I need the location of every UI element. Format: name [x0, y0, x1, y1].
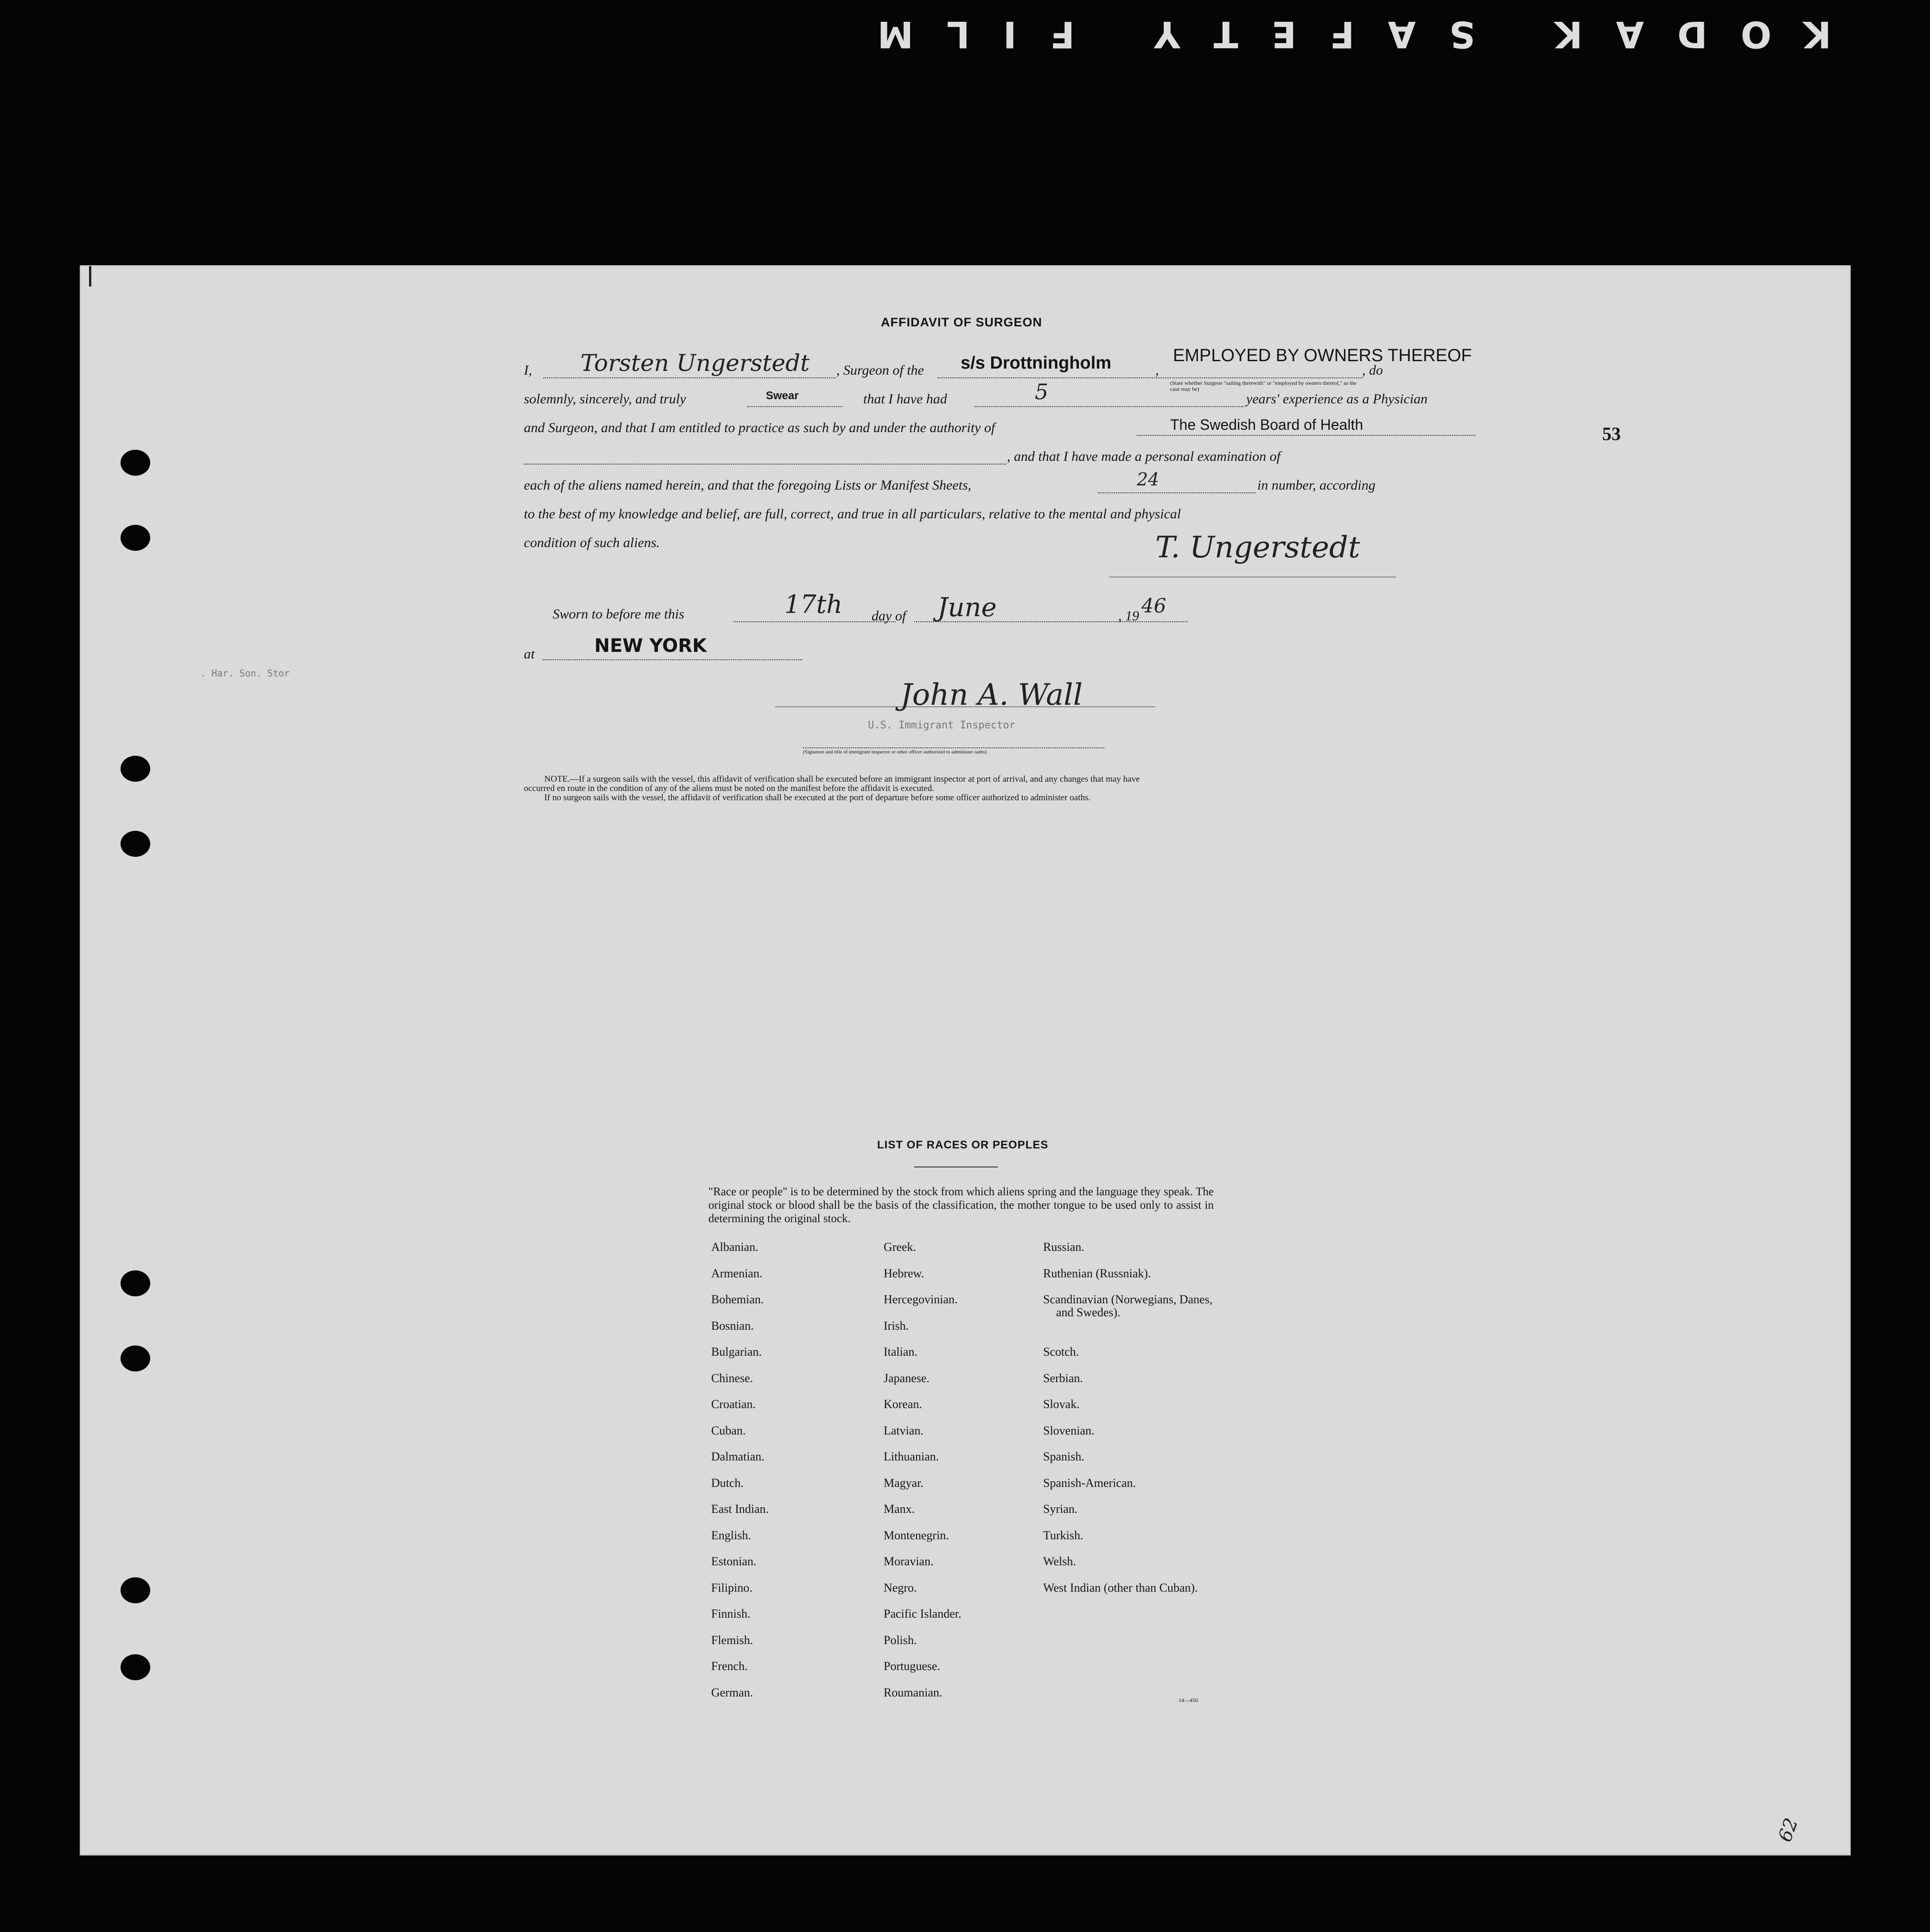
punch-hole	[121, 1654, 150, 1680]
race-item: Armenian.	[711, 1266, 763, 1280]
authority-stamp: The Swedish Board of Health	[1170, 416, 1363, 433]
races-intro: "Race or people" is to be determined by the stock from which aliens spring and the language they speak. The original stock or blood shall be the basis of the classification, the mother tongue to be used only to assist in determining the original stock.	[708, 1186, 1214, 1225]
swear-stamp: Swear	[766, 389, 799, 402]
race-item: Italian.	[884, 1345, 917, 1358]
race-item: Welsh.	[1043, 1555, 1076, 1568]
state-note: (State whether Surgeon "sailing therewith" or "employed by owners thereof," as the case may be)	[1170, 380, 1357, 392]
race-item: Turkish.	[1043, 1528, 1083, 1542]
race-item: Croatian.	[711, 1397, 756, 1411]
sheets-value: 24	[1137, 469, 1159, 490]
race-item: French.	[711, 1659, 748, 1673]
punch-hole	[121, 1577, 150, 1603]
years-value: 5	[1035, 379, 1049, 404]
race-item: Cuban.	[711, 1423, 746, 1437]
races-title: LIST OF RACES OR PEOPLES	[877, 1139, 1049, 1151]
sworn-text: Sworn to before me this	[553, 606, 684, 622]
affidavit-in-number: in number, according	[1257, 478, 1376, 493]
surgeon-signature: T. Ungerstedt	[1155, 530, 1360, 565]
races-column-1	[711, 1241, 769, 1712]
race-item: Magyar.	[884, 1476, 924, 1490]
race-item: Bosnian.	[711, 1319, 754, 1333]
races-column-2	[884, 1241, 962, 1712]
surgeon-name: Torsten Ungerstedt	[580, 350, 810, 376]
affidavit-note-3: If no surgeon sails with the vessel, the affidavit of verification shall be executed at the port of departure before some officer authorized to administer oaths.	[544, 793, 1091, 803]
race-item: Montenegrin.	[884, 1528, 949, 1542]
race-item: English.	[711, 1528, 751, 1542]
race-item: Bohemian.	[711, 1293, 764, 1306]
race-item: Pacific Islander.	[884, 1607, 962, 1620]
affidavit-years-experience: years' experience as a Physician	[1246, 391, 1428, 407]
affidavit-and-surgeon: and Surgeon, and that I am entitled to practice as such by and under the authority of	[524, 420, 995, 435]
corner-number: 62	[1774, 1815, 1803, 1845]
vessel-name: s/s Drottningholm	[961, 353, 1112, 373]
race-item: Chinese.	[711, 1371, 753, 1385]
employer-stamp: EMPLOYED BY OWNERS THEREOF	[1173, 346, 1472, 365]
race-item: Ruthenian (Russniak).	[1043, 1266, 1151, 1280]
race-item: Slovenian.	[1043, 1423, 1095, 1437]
affidavit-comma: ,	[1155, 363, 1159, 378]
race-item: Estonian.	[711, 1555, 757, 1568]
punch-hole	[121, 525, 150, 551]
race-item: Spanish-American.	[1043, 1476, 1136, 1490]
punch-hole	[121, 756, 150, 782]
manifest-page	[80, 265, 1851, 1855]
race-item: Hercegovinian.	[884, 1293, 958, 1306]
race-item: Lithuanian.	[884, 1450, 939, 1463]
race-item: Portuguese.	[884, 1659, 941, 1673]
month-line	[914, 621, 1188, 622]
punch-hole	[121, 831, 150, 857]
affidavit-condition: condition of such aliens.	[524, 535, 660, 550]
race-item: Bulgarian.	[711, 1345, 762, 1358]
race-item: Spanish.	[1043, 1450, 1084, 1463]
affidavit-to-the-best: to the best of my knowledge and belief, are full, correct, and true in all particulars, relative to the mental and physical	[524, 506, 1181, 522]
form-number: 14—450	[1178, 1697, 1198, 1703]
swear-line	[747, 406, 842, 407]
affidavit-do: , do	[1362, 363, 1383, 378]
at-text: at	[524, 646, 535, 662]
affidavit-each-of: each of the aliens named herein, and that the foregoing Lists or Manifest Sheets,	[524, 478, 972, 493]
race-item: German.	[711, 1685, 753, 1699]
vessel-line	[937, 377, 1169, 378]
race-item: Hebrew.	[884, 1266, 924, 1280]
race-item: Finnish.	[711, 1607, 751, 1620]
race-item: Slovak.	[1043, 1397, 1080, 1411]
race-item: Greek.	[884, 1240, 917, 1254]
signature-caption: (Signature and title of immigrant inspector or other officer authorized to administer oaths)	[803, 749, 987, 755]
day-value: 17th	[784, 590, 843, 619]
race-item: Roumanian.	[884, 1685, 943, 1699]
race-item: Dutch.	[711, 1476, 744, 1490]
affidavit-personal-exam: , and that I have made a personal examination of	[1007, 449, 1280, 464]
races-column-3	[1043, 1241, 1219, 1634]
race-item: Latvian.	[884, 1423, 924, 1437]
race-item: Scotch.	[1043, 1345, 1079, 1358]
race-item: Albanian.	[711, 1240, 758, 1254]
place-line	[542, 659, 802, 660]
race-item: Negro.	[884, 1581, 917, 1594]
inspector-title-line	[803, 747, 1104, 748]
race-item: Manx.	[884, 1502, 915, 1516]
affidavit-that-i-have-had: that I have had	[863, 391, 947, 407]
race-item: Korean.	[884, 1397, 923, 1411]
affidavit-note-2: occurred en route in the condition of any of the aliens must be noted on the manifest before the affidavit is executed.	[524, 784, 934, 793]
race-item: Moravian.	[884, 1555, 934, 1568]
affidavit-solemnly: solemnly, sincerely, and truly	[524, 391, 686, 407]
punch-hole	[121, 1345, 150, 1371]
affidavit-i: I,	[524, 363, 532, 378]
punch-hole	[121, 450, 150, 476]
typed-margin-text: . Har. Son. Stor	[200, 668, 290, 679]
race-item: Dalmatian.	[711, 1450, 764, 1463]
inspector-signature: John A. Wall	[900, 678, 1083, 712]
race-item: Irish.	[884, 1319, 909, 1333]
race-item: Serbian.	[1043, 1371, 1083, 1385]
surgeon-name-line	[543, 377, 835, 378]
employer-line	[1170, 377, 1363, 378]
race-item: Syrian.	[1043, 1502, 1078, 1516]
sheets-line	[1098, 492, 1255, 493]
year-value: 46	[1141, 594, 1166, 617]
year-prefix: , 19	[1118, 608, 1139, 624]
punch-hole	[121, 1270, 150, 1296]
page-number: 53	[1602, 423, 1621, 444]
affidavit-note-1: NOTE.—If a surgeon sails with the vessel, this affidavit of verification shall be executed before an immigrant inspector at port of arrival, and any changes that may have	[544, 774, 1140, 784]
corner-tick-mark	[89, 266, 91, 287]
race-item: Filipino.	[711, 1581, 752, 1594]
years-line	[975, 406, 1243, 407]
place-stamp: NEW YORK	[594, 635, 707, 657]
race-item: Japanese.	[884, 1371, 930, 1385]
authority-line	[1137, 435, 1475, 436]
authority-continued-line	[524, 464, 1006, 465]
race-item: Polish.	[884, 1633, 917, 1647]
affidavit-surgeon-of: , Surgeon of the	[836, 363, 924, 378]
affidavit-title: AFFIDAVIT OF SURGEON	[881, 315, 1042, 329]
film-edge-text: KODAK SAFETY FILM	[844, 13, 1831, 55]
day-of-text: day of	[872, 608, 906, 624]
inspector-title: U.S. Immigrant Inspector	[868, 720, 1015, 731]
race-item: West Indian (other than Cuban).	[1043, 1581, 1198, 1594]
race-item: East Indian.	[711, 1502, 769, 1516]
race-item: Flemish.	[711, 1633, 753, 1647]
race-item: Russian.	[1043, 1240, 1084, 1254]
race-item: Scandinavian (Norwegians, Danes, and Swedes).	[1043, 1293, 1213, 1319]
month-value: June	[937, 593, 997, 623]
